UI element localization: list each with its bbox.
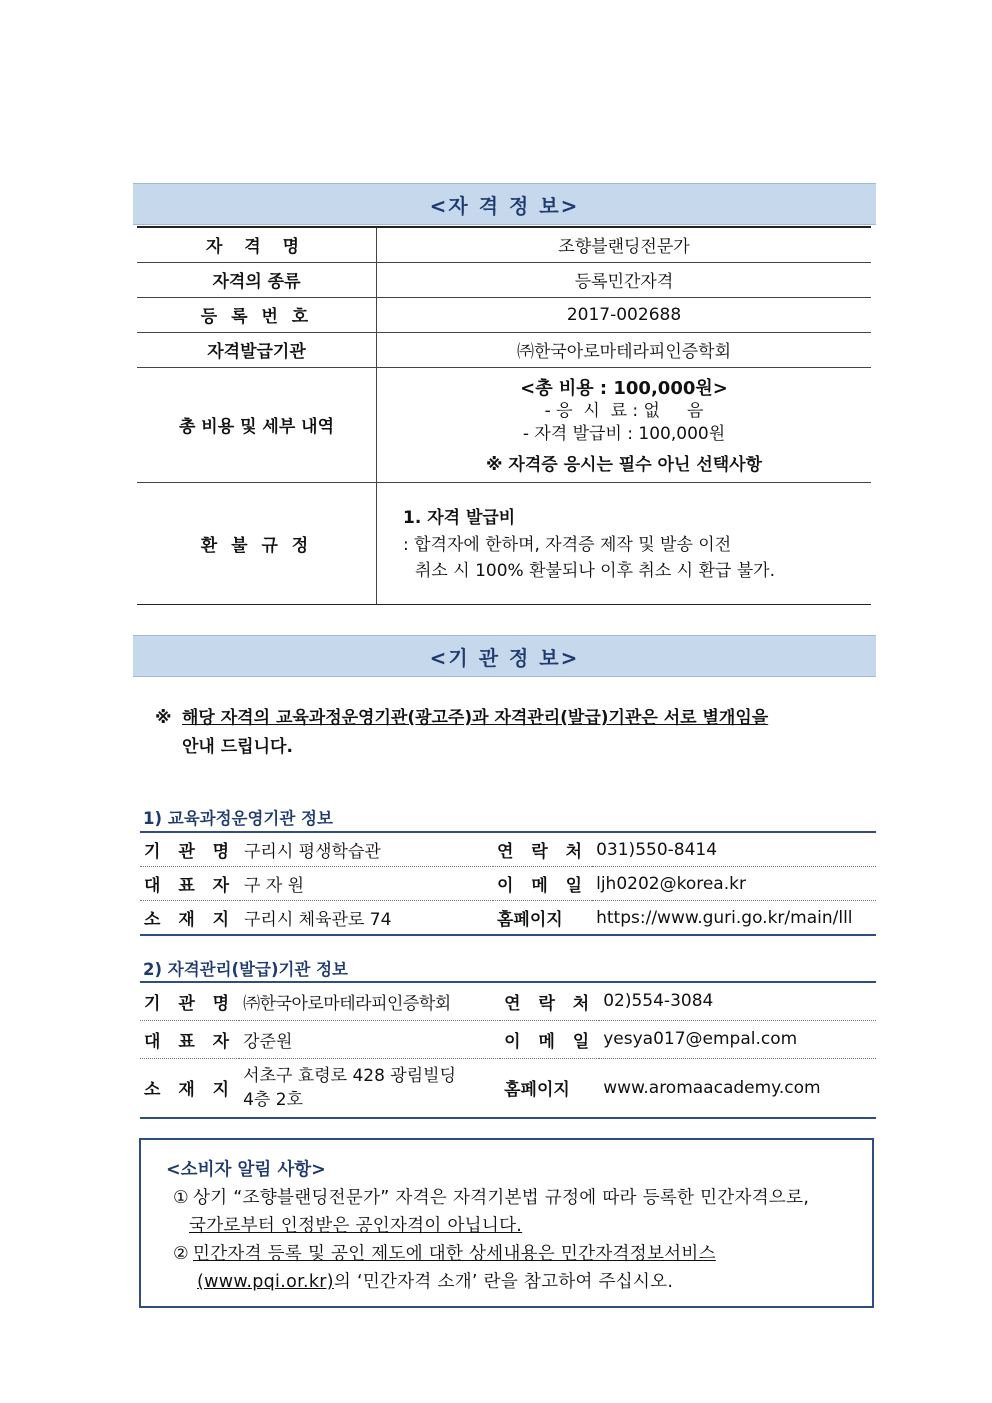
circled-two-icon: ②: [173, 1244, 189, 1264]
circled-one-icon: ①: [173, 1188, 189, 1208]
refund-title: 1. 자격 발급비: [403, 507, 516, 528]
cost-label: 총 비용 및 세부 내역: [137, 367, 377, 482]
issuer-name-label: 기 관 명: [140, 982, 239, 1020]
issuer-homepage-link[interactable]: www.aromaacademy.com: [599, 1058, 876, 1118]
item1-line-2: 국가로부터 인정받은 공인자격이 아닙니다.: [189, 1216, 523, 1236]
notice-underlined-text: 해당 자격의 교육과정운영기관(광고주)과 자격관리(발급)기관은 서로 별개임을: [182, 708, 769, 728]
consumer-notice-title: <소비자 알림 사항>: [166, 1160, 326, 1180]
cert-name-value: 조향블랜딩전문가: [377, 227, 872, 262]
separation-notice: [155, 704, 855, 762]
cert-info-title: <자 격 정 보>: [429, 193, 580, 218]
consumer-notice-box: [139, 1138, 874, 1308]
refund-line-2: 취소 시 100% 환불되나 이후 취소 시 환급 불가.: [415, 560, 775, 581]
training-address-value: 구리시 체육관로 74: [240, 901, 493, 936]
issuer-address-line-2: 4층 2호: [243, 1089, 303, 1110]
issuer-value: ㈜한국아로마테라피인증학회: [377, 332, 872, 367]
item2-rest: 의 ‘민간자격 소개’ 란을 참고하여 주십시오.: [333, 1272, 674, 1292]
issuer-email-label: 이 메 일: [500, 1020, 599, 1058]
issuer-org-heading: 2) 자격관리(발급)기관 정보: [143, 960, 348, 979]
notice-rest-text: 안내 드립니다.: [182, 737, 293, 757]
consumer-notice-item-1: [173, 1184, 863, 1240]
training-rep-label: 대 표 자: [140, 867, 240, 901]
cert-name-label: 자 격 명: [137, 227, 377, 262]
cost-total: <총 비용 : 100,000원>: [520, 378, 728, 399]
registration-number-label: 등 록 번 호: [137, 297, 377, 332]
issuer-rep-value: 강준원: [239, 1020, 500, 1058]
training-homepage-label: 홈페이지: [493, 901, 592, 936]
cost-details: [377, 367, 872, 482]
item1-line-1: 상기 “조향블랜딩전문가” 자격은 자격기본법 규정에 따라 등록한 민간자격으로,: [193, 1188, 810, 1208]
issuer-contact-label: 연 락 처: [500, 982, 599, 1020]
cost-note: ※ 자격증 응시는 필수 아닌 선택사항: [485, 455, 763, 475]
cert-type-value: 등록민간자격: [377, 262, 872, 297]
training-contact-value: 031)550-8414: [592, 832, 876, 867]
table-row: [137, 227, 871, 262]
issuer-address-line-1: 서초구 효령로 428 광림빌딩: [243, 1065, 456, 1086]
org-info-title: <기 관 정 보>: [429, 645, 580, 670]
training-homepage-link[interactable]: https://www.guri.go.kr/main/lll: [592, 901, 876, 936]
cost-issue-fee: - 자격 발급비 : 100,000원: [522, 424, 726, 444]
reference-mark-icon: ※: [155, 708, 172, 728]
issuer-rep-label: 대 표 자: [140, 1020, 239, 1058]
table-row: [137, 332, 871, 367]
issuer-homepage-label: 홈페이지: [500, 1058, 599, 1118]
item2-line-1: 민간자격 등록 및 공인 제도에 대한 상세내용은 민간자격정보서비스: [193, 1244, 716, 1264]
training-name-value: 구리시 평생학습관: [240, 832, 493, 867]
table-row: [140, 832, 876, 867]
table-row: [140, 982, 876, 1020]
training-org-heading: 1) 교육과정운영기관 정보: [143, 809, 333, 828]
table-row: [140, 901, 876, 936]
refund-label: 환 불 규 정: [137, 482, 377, 604]
table-row: [137, 297, 871, 332]
refund-details: [377, 482, 872, 604]
cert-info-banner: [133, 183, 876, 225]
issuer-label: 자격발급기관: [137, 332, 377, 367]
cert-type-label: 자격의 종류: [137, 262, 377, 297]
training-email-value: ljh0202@korea.kr: [592, 867, 876, 901]
refund-line-1: : 합격자에 한하며, 자격증 제작 및 발송 이전: [403, 534, 732, 555]
table-row: [140, 1020, 876, 1058]
issuer-name-value: ㈜한국아로마테라피인증학회: [239, 982, 500, 1020]
table-row: [137, 262, 871, 297]
training-rep-value: 구 자 원: [240, 867, 493, 901]
table-row: [137, 367, 871, 482]
issuer-address-label: 소 재 지: [140, 1058, 239, 1118]
training-address-label: 소 재 지: [140, 901, 240, 936]
issuer-contact-value: 02)554-3084: [599, 982, 876, 1020]
table-row: [137, 482, 871, 604]
consumer-notice-item-2: [173, 1240, 863, 1296]
org-info-banner: [133, 635, 876, 677]
issuer-org-table: [140, 981, 876, 1119]
training-email-label: 이 메 일: [493, 867, 592, 901]
table-row: [140, 1058, 876, 1118]
cost-exam-fee: - 응 시 료 : 없 음: [544, 401, 704, 421]
training-contact-label: 연 락 처: [493, 832, 592, 867]
cert-info-table: [137, 226, 871, 605]
training-org-table: [140, 831, 876, 936]
issuer-address-value: [239, 1058, 500, 1118]
training-name-label: 기 관 명: [140, 832, 240, 867]
pqi-link[interactable]: (www.pqi.or.kr): [197, 1272, 334, 1292]
issuer-email-value: yesya017@empal.com: [599, 1020, 876, 1058]
registration-number-value: 2017-002688: [377, 297, 872, 332]
table-row: [140, 867, 876, 901]
